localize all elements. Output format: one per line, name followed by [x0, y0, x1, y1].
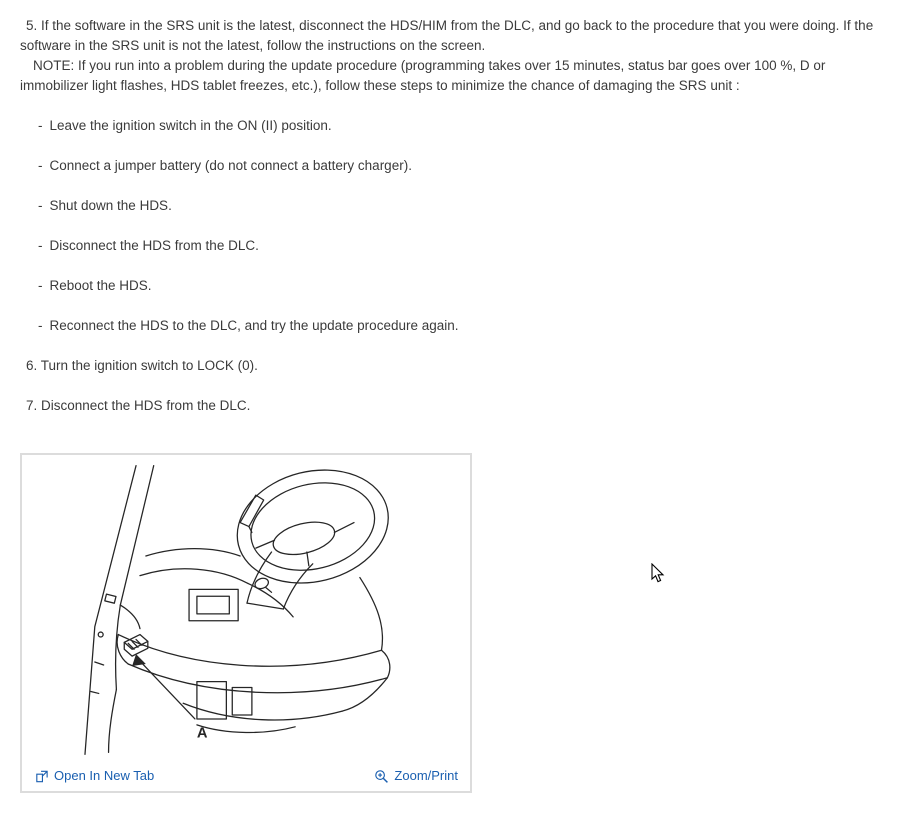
lower-dash [117, 578, 390, 733]
step-6-text: 6. Turn the ignition switch to LOCK (0). [26, 358, 258, 373]
list-item [38, 156, 894, 176]
list-item [38, 236, 894, 256]
open-in-new-tab-icon [34, 769, 49, 784]
zoom-print-label: Zoom/Print [394, 768, 458, 783]
bullet-text: Leave the ignition switch in the ON (II) position. [49, 118, 332, 133]
steering-column [240, 495, 313, 609]
figure-toolbar [22, 761, 470, 791]
mouse-cursor [651, 563, 665, 583]
list-item [38, 316, 894, 336]
dashboard-illustration [30, 461, 462, 757]
procedure-text [0, 0, 918, 416]
list-item [38, 196, 894, 216]
step-7-text: 7. Disconnect the HDS from the DLC. [26, 398, 251, 413]
note-text: NOTE: If you run into a problem during the update procedure (programming takes over 15 minutes, status bar goes over 100 %, D or immobilizer light flashes, HDS tablet freezes, etc.), follow these steps to minimize the chance of damaging the SRS unit : [20, 58, 826, 93]
bullet-marker: - [38, 158, 43, 173]
list-item [38, 276, 894, 296]
callout-a [132, 654, 195, 719]
bullet-marker: - [38, 118, 43, 133]
steering-wheel [225, 461, 400, 598]
open-in-new-tab-label: Open In New Tab [54, 768, 155, 783]
bullet-marker: - [38, 238, 43, 253]
zoom-print-link[interactable] [374, 766, 458, 786]
bullet-marker: - [38, 198, 43, 213]
note-steps-list [20, 116, 894, 336]
zoom-icon [374, 769, 389, 784]
figure-panel [20, 453, 472, 793]
list-item [38, 116, 894, 136]
bullet-text: Reboot the HDS. [49, 278, 152, 293]
open-in-new-tab-link[interactable] [34, 766, 154, 786]
figure-callout-label: A [196, 725, 208, 742]
bullet-text: Shut down the HDS. [49, 198, 172, 213]
bullet-marker: - [38, 318, 43, 333]
bullet-text: Reconnect the HDS to the DLC, and try the update procedure again. [49, 318, 459, 333]
a-pillar-lines [85, 466, 154, 755]
bullet-marker: - [38, 278, 43, 293]
dashboard-line-drawing [30, 461, 462, 757]
step-5-text: 5. If the software in the SRS unit is the latest, disconnect the HDS/HIM from the DLC, and go back to the procedure that you were doing. If the software in the SRS unit is not the latest, follow the instructions on the screen. [20, 18, 874, 53]
bullet-text: Disconnect the HDS from the DLC. [49, 238, 259, 253]
bullet-text: Connect a jumper battery (do not connect a battery charger). [49, 158, 412, 173]
